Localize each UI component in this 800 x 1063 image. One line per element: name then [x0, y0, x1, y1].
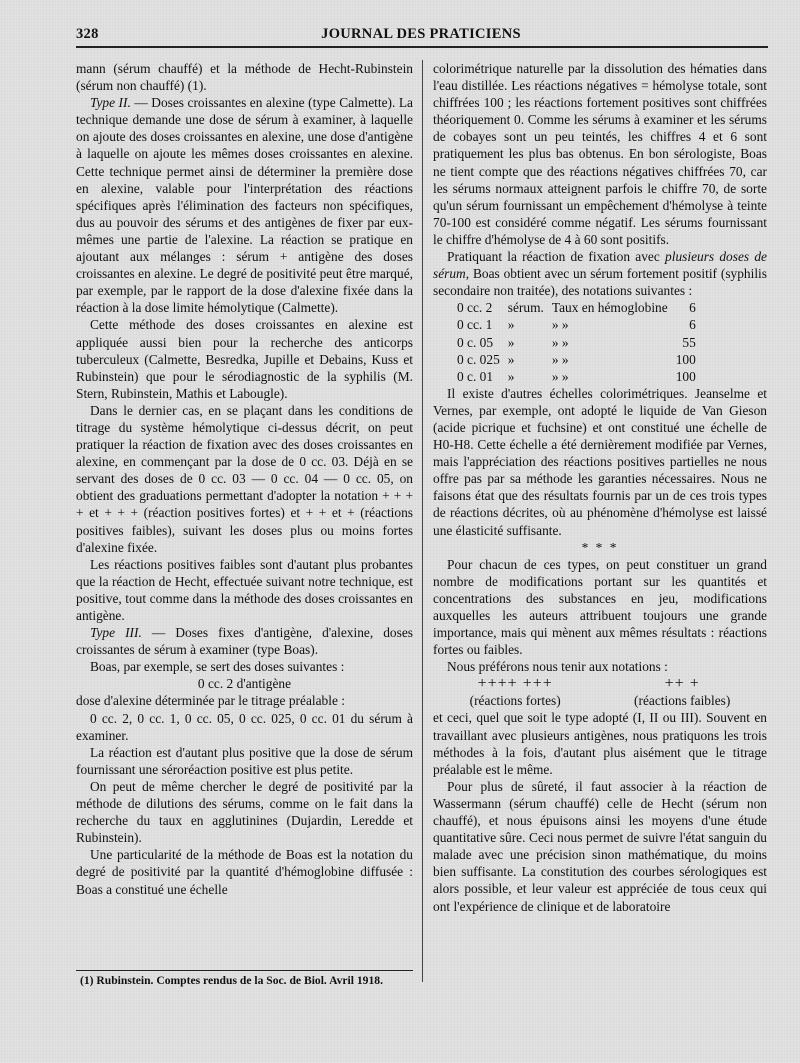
- paragraph: [76, 658, 413, 675]
- paragraph-text: colorimétrique naturelle par la dissolution des hématies dans l'eau distillée. Les réactions négatives = hémolyse totale, sont chiffrées 100 ; les réactions fortement positives sont chiffrées théoriquement 0. Comme les sérums à examiner et les sérums de cobayes sont un peu teintés, les chiffres 4 et 6 sont pratiquement les plus bas obtenus. En bon sérologiste, Boas ne tient compte que des réactions négatives chiffrées 70, car les sérums normaux atteignent parfois le chiffre 70, de sorte qu'un sérum fournissant un empêchement d'hémolyse à teinte 70-100 est considéré comme négatif. Les sérums fournissant le chiffre d'hémolyse de 4 à 60 sont positifs.: [433, 61, 767, 247]
- paragraph: [76, 744, 413, 778]
- table-cell: »: [507, 351, 515, 367]
- italic-label: plusieurs doses de sérum: [433, 249, 767, 282]
- strong-notation-label: (réactions fortes): [469, 693, 561, 709]
- italic-label: Type II.: [90, 95, 131, 111]
- table-cell: » »: [551, 317, 569, 333]
- paragraph: [76, 624, 413, 658]
- table-row: [453, 368, 700, 385]
- table-row: [453, 299, 700, 316]
- paragraph-text: mann (sérum chauffé) et la méthode de Hecht-Rubinstein (sérum non chauffé) (1).: [76, 61, 413, 94]
- paragraph-text: Cette méthode des doses croissantes en alexine est appliquée aussi bien pour la recherche des anticorps tuberculeux (Calmette, Besredka, Jupille et Debains, Kuss et Rubinstein) que pour le sérodiagnostic de la syphilis (M. Stern, Rubinstein, Mathis et Labougle).: [76, 317, 413, 401]
- paragraph-text: Il existe d'autres échelles colorimétriques. Jeanselme et Vernes, par exemple, ont adopté le liquide de Van Gieson (acide picrique et fuchsine) et ont constitué une échelle de H0-H8. Cette échelle a été dernièrement modifiée par Vernes, mais l'appréciation des réactions positives partielles ne nous offre pas par sa méthode les garanties nécessaires. Nous ne faisons état que des résultats fournis par un de ces trois types de réactions décrites, où au phénomène d'hémolyse est laissé une élasticité suffisante.: [433, 385, 767, 538]
- paragraph: [433, 385, 767, 539]
- paragraph: [433, 658, 767, 675]
- paragraph: [76, 556, 413, 624]
- page-header: [76, 24, 766, 46]
- paragraph-text: Boas, par exemple, se sert des doses suivantes :: [90, 659, 345, 675]
- table-cell: 0 cc. 2: [457, 300, 493, 316]
- page-number: 328: [76, 26, 99, 42]
- weak-notation-signs: ++ +: [664, 675, 700, 693]
- paragraph: [76, 846, 413, 897]
- paragraph: [433, 778, 767, 915]
- table-row: [453, 334, 700, 351]
- paragraph: [76, 675, 413, 692]
- table-cell: 100: [675, 368, 696, 384]
- table-row: [453, 351, 700, 368]
- paragraph: [76, 60, 413, 94]
- paragraph-text: Une particularité de la méthode de Boas est la notation du degré de positivité par la quantité d'hémoglobine diffusée : Boas a constitué une échelle: [76, 847, 413, 897]
- table-cell: »: [507, 368, 515, 384]
- paragraph-text: Nous préférons nous tenir aux notations :: [447, 659, 668, 675]
- section-separator: * * *: [581, 539, 619, 555]
- paragraph-text: On peut de même chercher le degré de positivité par la méthode de dilutions des sérums, comme on le fait dans la recherche du taux en agglutinines (Dujardin, Leredde et Rubinstein).: [76, 778, 413, 846]
- paragraph: [76, 778, 413, 846]
- paragraph: [433, 60, 767, 248]
- footnote-rule: [76, 970, 413, 971]
- paragraph: [76, 316, 413, 401]
- paragraph-text: Pour chacun de ces types, on peut constituer un grand nombre de modifications portant sur les quantités et concentrations des substances en jeu, modifications auxquelles les auteurs attribuent toujours une grande importance, mais qui mènent aux mêmes résultats : réactions fortes ou faibles.: [433, 556, 767, 658]
- paragraph-text: et ceci, quel que soit le type adopté (I, II ou III). Souvent en travaillant avec plusieurs antigènes, nous pratiquons les trois méthodes à la fois, d'autant plus aisément que le titrage préalable est le même.: [433, 710, 767, 777]
- paragraph-text: dose d'alexine déterminée par le titrage préalable :: [76, 693, 345, 709]
- paragraph-text: 0 cc. 2, 0 cc. 1, 0 cc. 05, 0 cc. 025, 0 cc. 01 du sérum à examiner.: [76, 710, 413, 743]
- table-cell: 0 cc. 1: [457, 317, 493, 333]
- boas-notation-table: [453, 299, 700, 384]
- paragraph: [76, 94, 413, 316]
- table-cell: » »: [551, 351, 569, 367]
- paragraph-text: Dans le dernier cas, en se plaçant dans les conditions de titrage du système hémolytique ci-dessus décrit, on peut pratiquer la réaction de fixation avec des doses croissantes en alexine, en commençant par la dose de 0 cc. 03. Déjà en se servant des doses de 0 cc. 03 — 0 cc. 04 — 0 cc. 05, on obtient des graduations permettant d'adopter la notation + + + + et + + + (réaction positives fortes) et + + et + (réactions positives faibles), suivant les doses plus ou moins fortes d'alexine fixée.: [76, 402, 413, 555]
- paragraph-text: Les réactions positives faibles sont d'autant plus probantes que la réaction de Hecht, effectuée suivant notre technique, est positive, tout comme dans la méthode des doses croissantes en antigène.: [76, 556, 413, 623]
- footnote: (1) Rubinstein. Comptes rendus de la Soc. de Biol. Avril 1918.: [80, 974, 383, 987]
- paragraph-text: Pour plus de sûreté, il faut associer à la réaction de Wassermann (sérum chauffé) celle de Hecht (sérum non chauffé), et nous épuisons ainsi les moyens d'une étude quantitative sûre. Ceci nous permet de suivre l'état sanguin du malade avec une précision sinon mathématique, du moins bien suffisante. La constitution des courbes sérologiques est alors possible, et leur valeur est appréciée de tous ceux qui ont l'expérience de clinique et de laboratoire: [433, 778, 767, 914]
- table-cell: » »: [551, 334, 569, 350]
- paragraph-text: — Doses croissantes en alexine (type Calmette). La technique demande une dose de sérum à examiner, à laquelle on ajoute des doses croissantes en alexine, une dose d'antigène à laquelle on ajoute les mêmes doses croissantes en alexine. Cette technique permet ainsi de déterminer la première dose en alexine, valable pour l'interprétation des réactions spécifiques après l'élimination des facteurs non spécifiques, dus au pouvoir des sérums et des antigènes de fixer par eux-mêmes une partie de l'alexine. La réaction se pratique en ajoutant aux mélanges : sérum + antigène des doses croissantes en alexine. Le degré de positivité peut être marqué, par exemple, par le rapport de la dose d'alexine fixée dans la réaction à la dose limite hémolytique (Calmette).: [76, 95, 413, 316]
- table-row: [453, 316, 700, 333]
- table-cell: » »: [551, 368, 569, 384]
- left-column: [76, 60, 413, 898]
- weak-notation-label: (réactions faibles): [634, 693, 731, 709]
- table-cell: 55: [682, 334, 696, 350]
- table-cell: Taux en hémoglobine: [551, 300, 668, 316]
- paragraph: [76, 692, 413, 709]
- italic-label: Type III.: [90, 625, 142, 641]
- paragraph-text: — Doses fixes d'antigène, d'alexine, doses croissantes de sérum à examiner (type Boas).: [76, 625, 413, 658]
- table-cell: »: [507, 317, 515, 333]
- column-divider: [422, 60, 423, 982]
- paragraph: [433, 709, 767, 777]
- table-cell: sérum.: [507, 300, 544, 316]
- strong-notation-signs: ++++ +++: [477, 675, 553, 693]
- paragraph-lead: Pratiquant la réaction de fixation avec: [447, 249, 666, 265]
- header-rule: [76, 46, 768, 48]
- paragraph: [76, 402, 413, 556]
- table-cell: »: [507, 334, 515, 350]
- paragraph: [433, 248, 767, 299]
- paragraph: [76, 710, 413, 744]
- paragraph: [433, 556, 767, 659]
- table-cell: 0 c. 01: [457, 368, 494, 384]
- table-cell: 6: [689, 300, 696, 316]
- right-column: [433, 60, 767, 915]
- notation-scale: [433, 675, 767, 709]
- paragraph-text: , Boas obtient avec un sérum fortement positif (syphilis secondaire non traitée), des notations suivantes :: [433, 266, 767, 299]
- table-cell: 0 c. 025: [457, 351, 500, 367]
- table-cell: 6: [689, 317, 696, 333]
- table-cell: 0 c. 05: [457, 334, 494, 350]
- journal-title: JOURNAL DES PRATICIENS: [321, 26, 521, 42]
- table-cell: 100: [675, 351, 696, 367]
- paragraph-text: La réaction est d'autant plus positive que la dose de sérum fournissant une séroréaction positive est plus petite.: [76, 744, 413, 777]
- paragraph-text: 0 cc. 2 d'antigène: [197, 676, 292, 692]
